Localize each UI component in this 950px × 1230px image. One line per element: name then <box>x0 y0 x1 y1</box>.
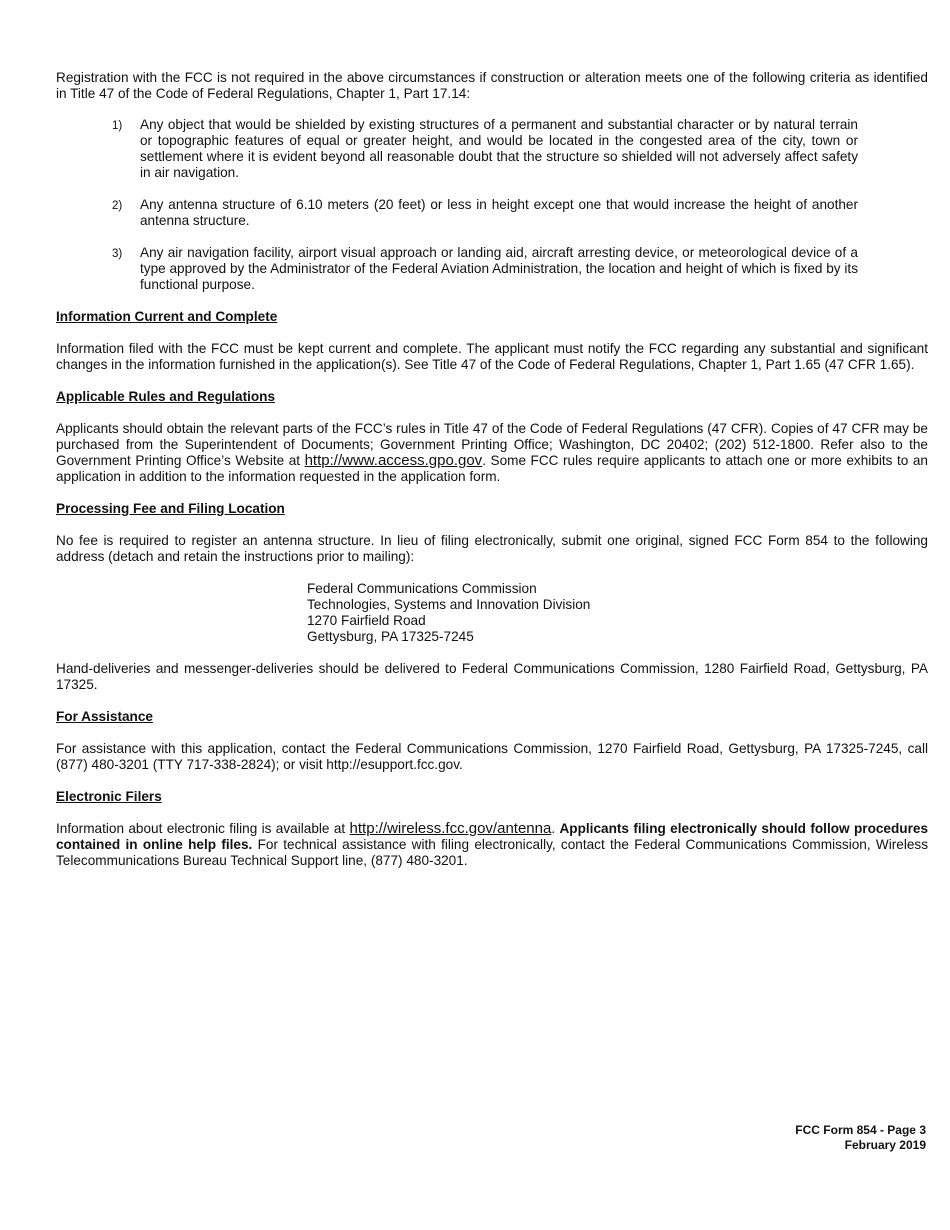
section-heading-assistance: For Assistance <box>56 709 153 724</box>
fee-paragraph: No fee is required to register an antenna structure. In lieu of filing electronically, submit one original, signed FCC Form 854 to the following address (detach and retain the instructions prior to mailing): <box>56 533 928 564</box>
document-page <box>56 70 928 885</box>
list-number: 3) <box>112 248 123 260</box>
mailing-address <box>307 581 928 645</box>
electronic-text-before: Information about electronic filing is available at <box>56 821 350 836</box>
section-heading-rules: Applicable Rules and Regulations <box>56 389 276 404</box>
list-item <box>112 117 858 181</box>
list-item <box>112 245 858 293</box>
info-current-paragraph: Information filed with the FCC must be kept current and complete. The applicant must notify the FCC regarding any substantial and significant changes in the information furnished in the application(s). See Title 47 of the Code of Federal Regulations, Chapter 1, Part 1.65 (47 CFR 1.65). <box>56 341 928 372</box>
list-item-text: Any object that would be shielded by existing structures of a permanent and substantial character or by natural terrain or topographic features of equal or greater height, and would be located in the congested area of the city, town or settlement where it is evident beyond all reasonable doubt that the structure so shielded will not adversely affect safety in air navigation. <box>140 117 858 180</box>
electronic-text-mid: . <box>551 821 560 836</box>
address-line: Federal Communications Commission <box>307 581 537 596</box>
wireless-antenna-link[interactable]: http://wireless.fcc.gov/antenna <box>349 820 552 837</box>
section-heading-electronic: Electronic Filers <box>56 789 162 804</box>
list-item-text: Any antenna structure of 6.10 meters (20 feet) or less in height except one that would increase the height of another antenna structure. <box>140 197 858 228</box>
electronic-text-after: For technical assistance with filing electronically, contact the Federal Communications Commission, Wireless Telecommunications Bureau Technical Support line, (877) 480-3201. <box>56 837 928 868</box>
list-item-text: Any air navigation facility, airport visual approach or landing aid, aircraft arresting device, or meteorological device of a type approved by the Administrator of the Federal Aviation Administration, the location and height of which is fixed by its functional purpose. <box>140 245 858 292</box>
rules-text-after: . Some FCC rules require applicants to attach one or more exhibits to an application in addition to the information requested in the application form. <box>56 453 928 484</box>
criteria-list <box>56 117 858 293</box>
rules-text-before: Applicants should obtain the relevant parts of the FCC’s rules in Title 47 of the Code of Federal Regulations (47 CFR). Copies of 47 CFR may be purchased from the Superintendent of Documents; Government Printing Office; Washington, DC 20402; (202) 512-1800. Refer also to the Government Printing Office’s Website at <box>56 421 928 468</box>
address-line: 1270 Fairfield Road <box>307 613 426 628</box>
list-item <box>112 197 858 229</box>
address-line: Technologies, Systems and Innovation Division <box>307 597 591 612</box>
list-number: 2) <box>112 200 123 212</box>
electronic-bold-text: Applicants filing electronically should follow procedures contained in online help files. <box>56 821 929 852</box>
electronic-paragraph <box>56 821 928 869</box>
page-footer <box>795 1123 926 1153</box>
footer-form-page: FCC Form 854 - Page 3 <box>795 1123 926 1137</box>
section-heading-fee: Processing Fee and Filing Location <box>56 501 285 516</box>
footer-date: February 2019 <box>844 1138 926 1152</box>
rules-paragraph <box>56 421 928 485</box>
delivery-paragraph: Hand-deliveries and messenger-deliveries should be delivered to Federal Communications Commission, 1280 Fairfield Road, Gettysburg, PA 17325. <box>56 661 928 692</box>
gpo-website-link[interactable]: http://www.access.gpo.gov <box>304 452 483 469</box>
intro-paragraph: Registration with the FCC is not required in the above circumstances if construction or alteration meets one of the following criteria as identified in Title 47 of the Code of Federal Regulations, Chapter 1, Part 17.14: <box>56 70 928 101</box>
list-number: 1) <box>112 120 123 132</box>
section-heading-info-current: Information Current and Complete <box>56 309 278 324</box>
assistance-paragraph: For assistance with this application, contact the Federal Communications Commission, 1270 Fairfield Road, Gettysburg, PA 17325-7245, call (877) 480-3201 (TTY 717-338-2824); or visit http://esupport.fcc.gov. <box>56 741 928 772</box>
address-line: Gettysburg, PA 17325-7245 <box>307 629 474 644</box>
